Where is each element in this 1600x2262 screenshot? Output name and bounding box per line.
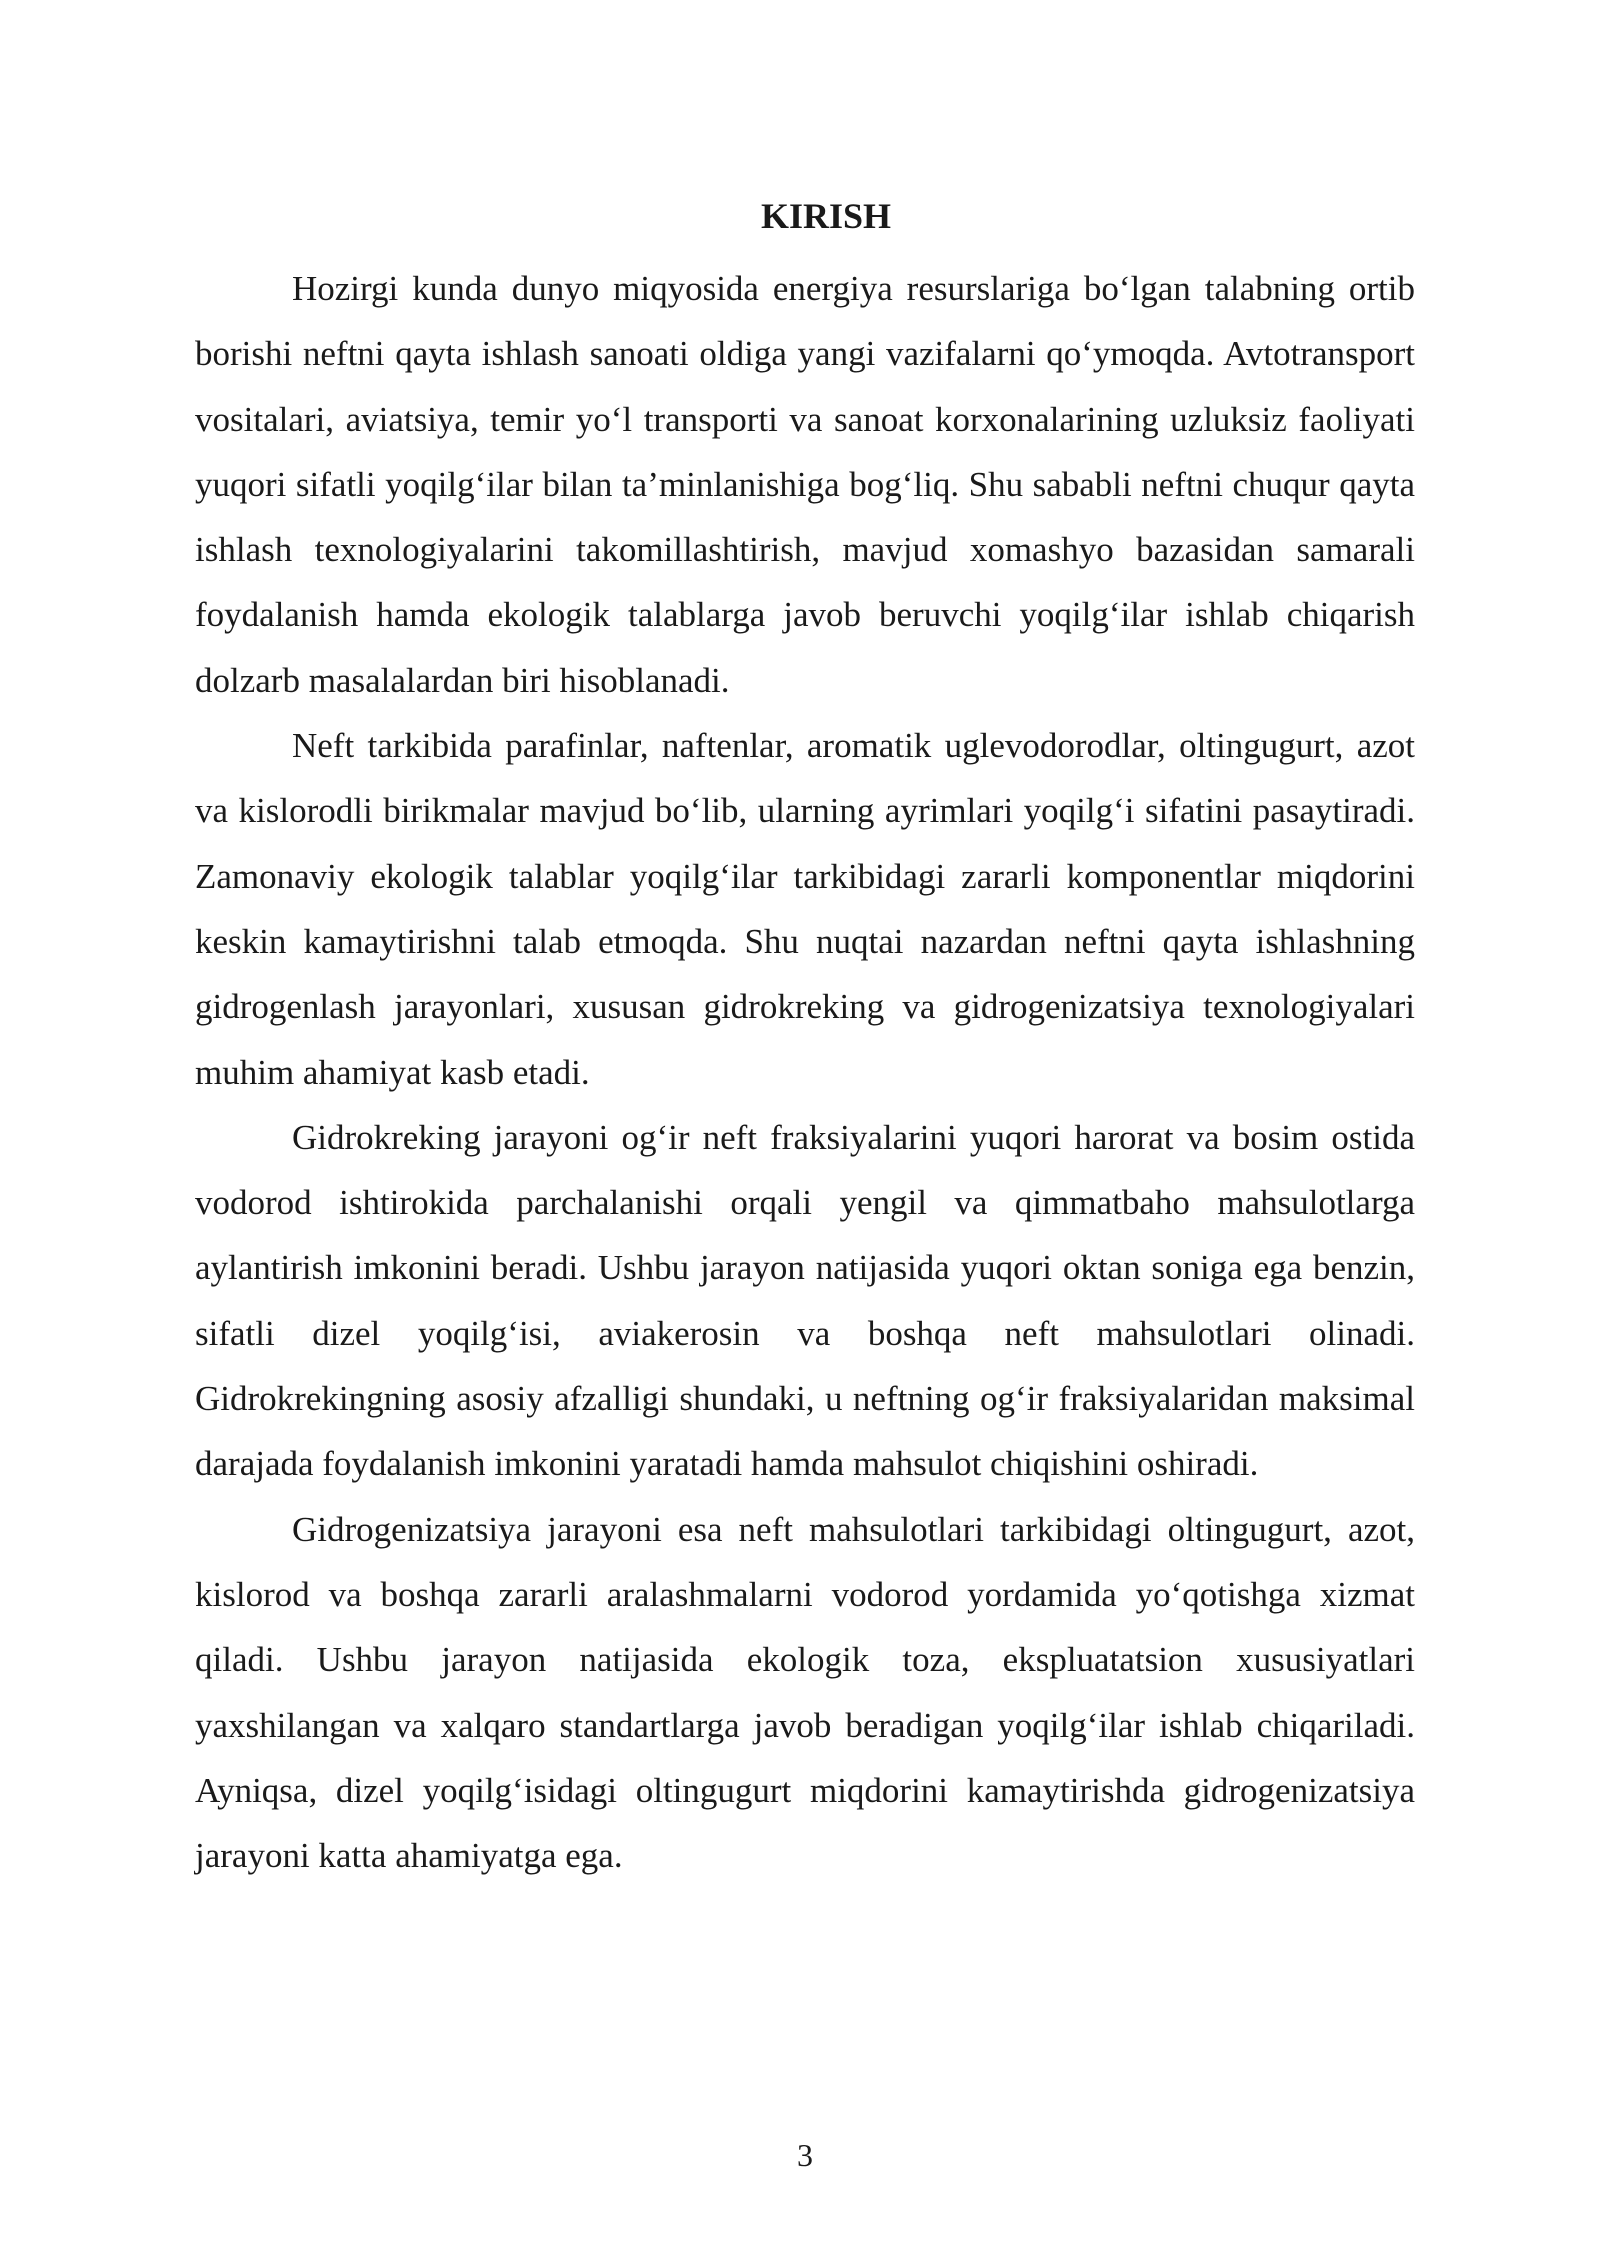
section-title: KIRISH	[760, 196, 892, 236]
paragraph-2: Neft tarkibida parafinlar, naftenlar, aromatik uglevodorodlar, oltingugurt, azot va kislorodli birikmalar mavjud bo‘lib, ularning ayrimlari yoqilg‘i sifatini pasaytiradi. Zamonaviy ekologik talablar yoqilg‘ilar tarkibidagi zararli komponentlar miqdorini keskin kamaytirishni talab etmoqda. Shu nuqtai nazardan neftni qayta ishlashning gidrogenlash jarayonlari, xususan gidrokreking va gidrogenizatsiya texnologiyalari muhim ahamiyat kasb etadi.	[195, 726, 1415, 1092]
paragraph-4: Gidrogenizatsiya jarayoni esa neft mahsulotlari tarkibidagi oltingugurt, azot, kislorod va boshqa zararli aralashmalarni vodorod yordamida yo‘qotishga xizmat qiladi. Ushbu jarayon natijasida ekologik toza, ekspluatatsion xususiyatlari yaxshilangan va xalqaro standartlarga javob beradigan yoqilg‘ilar ishlab chiqariladi. Ayniqsa, dizel yoqilg‘isidagi oltingugurt miqdorini kamaytirishda gidrogenizatsiya jarayoni katta ahamiyatga ega.	[195, 1509, 1415, 1876]
paragraph-1: Hozirgi kunda dunyo miqyosida energiya resurslariga bo‘lgan talabning ortib borishi neftni qayta ishlash sanoati oldiga yangi vazifalarni qo‘ymoqda. Avtotransport vositalari, aviatsiya, temir yo‘l transporti va sanoat korxonalarining uzluksiz faoliyati yuqori sifatli yoqilg‘ilar bilan ta’minlanishiga bog‘liq. Shu sababli neftni chuqur qayta ishlash texnologiyalarini takomillashtirish, mavjud xomashyo bazasidan samarali foydalanish hamda ekologik talablarga javob beruvchi yoqilg‘ilar ishlab chiqarish dolzarb masalalardan biri hisoblanadi.	[195, 269, 1415, 700]
page-number: 3	[797, 2137, 813, 2173]
paragraph-3: Gidrokreking jarayoni og‘ir neft fraksiyalarini yuqori harorat va bosim ostida vodorod ishtirokida parchalanishi orqali yengil va qimmatbaho mahsulotlarga aylantirish imkonini beradi. Ushbu jarayon natijasida yuqori oktan soniga ega benzin, sifatli dizel yoqilg‘isi, aviakerosin va boshqa neft mahsulotlari olinadi. Gidrokrekingning asosiy afzalligi shundaki, u neftning og‘ir fraksiyalaridan maksimal darajada foydalanish imkonini yaratadi hamda mahsulot chiqishini oshiradi.	[195, 1117, 1415, 1484]
body-text	[195, 256, 1415, 1888]
